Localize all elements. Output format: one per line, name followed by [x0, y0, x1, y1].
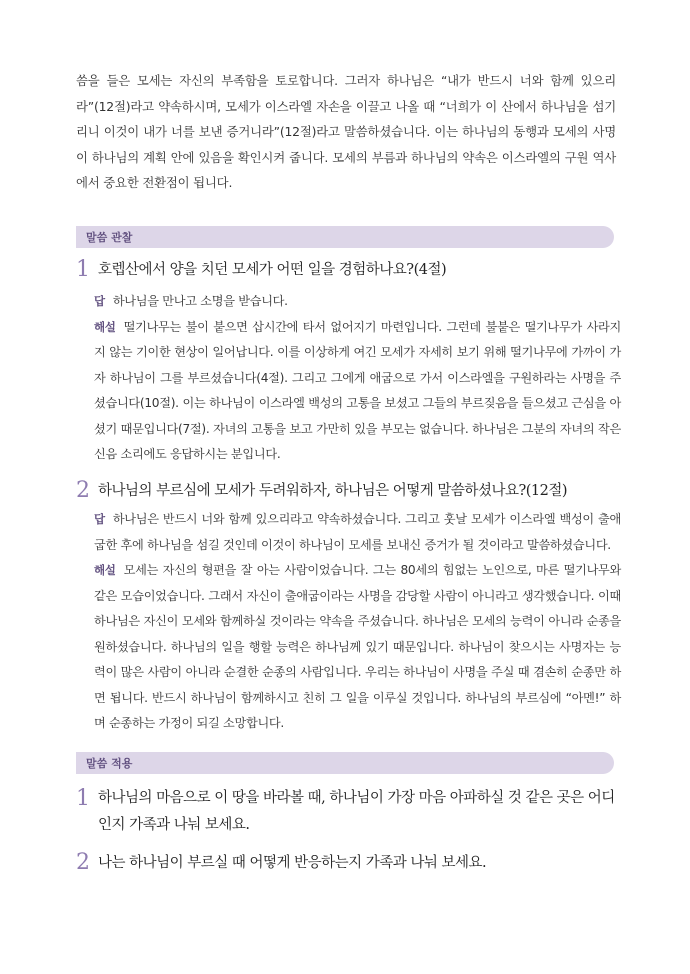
answer-block: [94, 289, 621, 468]
question-heading: [76, 477, 621, 505]
question-text: 나는 하나님이 부르실 때 어떻게 반응하는지 가족과 나눠 보세요.: [98, 855, 487, 871]
explanation-label: 해설: [94, 319, 116, 334]
question-heading: [76, 785, 621, 839]
answer-line: [94, 507, 621, 558]
explanation-label: 해설: [94, 563, 116, 577]
intro-paragraph: 씀을 들은 모세는 자신의 부족함을 토로합니다. 그러자 하나님은 “내가 반드시 너와 함께 있으리라”(12절)라고 약속하시며, 모세가 이스라엘 자손을 이끌고 나올 때 “너희가 이 산에서 하나님을 섬기리니 이것이 내가 너를 보낸 증거니라”(12절)라고 말씀하셨습니다. 이는 하나님의 동행과 모세의 사명이 하나님의 계획 안에 있음을 확인시켜 줍니다. 모세의 부름과 하나님의 약속은 이스라엘의 구원 역사에서 중요한 전환점이 됩니다.: [76, 73, 616, 190]
question-heading: [76, 849, 621, 877]
application-header-bar: [76, 752, 614, 774]
question-number: 2: [76, 850, 90, 875]
explanation-paragraph: [94, 315, 621, 468]
observation-header: 말씀 관찰: [86, 231, 133, 244]
question-number: 1: [76, 257, 90, 282]
answer-line: [94, 289, 621, 315]
application-question-1: [76, 785, 621, 839]
explanation-text: 모세는 자신의 형편을 잘 아는 사람이었습니다. 그는 80세의 힘없는 노인으로, 마른 떨기나무와 같은 모습이었습니다. 그래서 자신이 출애굽이라는 사명을 감당할 사람이 아니라고 생각했습니다. 이때 하나님은 자신이 모세와 함께하실 것이라는 약속을 주셨습니다. 하나님은 모세의 능력이 아니라 순종을 원하셨습니다. 하나님의 일을 행할 능력은 하나님께 있기 때문입니다. 하나님이 찾으시는 사명자는 능력이 많은 사람이 아니라 순결한 순종의 사람입니다. 우리는 하나님이 사명을 주실 때 겸손히 순종만 하면 됩니다. 반드시 하나님이 함께하시고 친히 그 일을 이루실 것입니다. 하나님의 부르심에 “아멘!” 하며 순종하는 가정이 되길 소망합니다.: [94, 563, 621, 730]
question-text: 하나님의 부르심에 모세가 두려워하자, 하나님은 어떻게 말씀하셨나요?(12절): [98, 483, 568, 499]
explanation-paragraph: [94, 558, 621, 737]
question-text: 하나님의 마음으로 이 땅을 바라볼 때, 하나님이 가장 마음 아파하실 것 같은 곳은 어디인지 가족과 나눠 보세요.: [98, 790, 615, 833]
observation-header-bar: [76, 226, 614, 248]
question-heading: [76, 256, 621, 284]
question-number: 1: [76, 786, 90, 811]
application-question-2: [76, 849, 621, 877]
observation-question-1: [76, 256, 621, 468]
answer-block: [94, 507, 621, 737]
application-header: 말씀 적용: [86, 757, 133, 770]
answer-label: 답: [94, 512, 105, 526]
explanation-text: 떨기나무는 불이 붙으면 삽시간에 타서 없어지기 마련입니다. 그런데 불붙은 떨기나무가 사라지지 않는 기이한 현상이 일어납니다. 이를 이상하게 여긴 모세가 자세히 보기 위해 떨기나무에 가까이 가자 하나님이 그를 부르셨습니다(4절). 그리고 그에게 애굽으로 가서 이스라엘을 구원하라는 사명을 주셨습니다(10절). 이는 하나님이 이스라엘 백성의 고통을 보셨고 그들의 부르짖음을 들으셨고 근심을 아셨기 때문입니다(7절). 자녀의 고통을 보고 가만히 있을 부모는 없습니다. 하나님은 그분의 자녀의 작은 신음 소리에도 응답하시는 분입니다.: [94, 319, 621, 461]
answer-text: 하나님을 만나고 소명을 받습니다.: [112, 294, 288, 308]
question-text: 호렙산에서 양을 치던 모세가 어떤 일을 경험하나요?(4절): [98, 262, 447, 278]
observation-question-2: [76, 477, 621, 737]
intro-section: [76, 68, 616, 196]
question-number: 2: [76, 478, 90, 503]
answer-label: 답: [94, 294, 105, 308]
answer-text: 하나님은 반드시 너와 함께 있으리라고 약속하셨습니다. 그리고 훗날 모세가 이스라엘 백성이 출애굽한 후에 하나님을 섬길 것인데 이것이 하나님이 모세를 보내신 증거가 될 것이라고 말씀하셨습니다.: [94, 512, 621, 552]
